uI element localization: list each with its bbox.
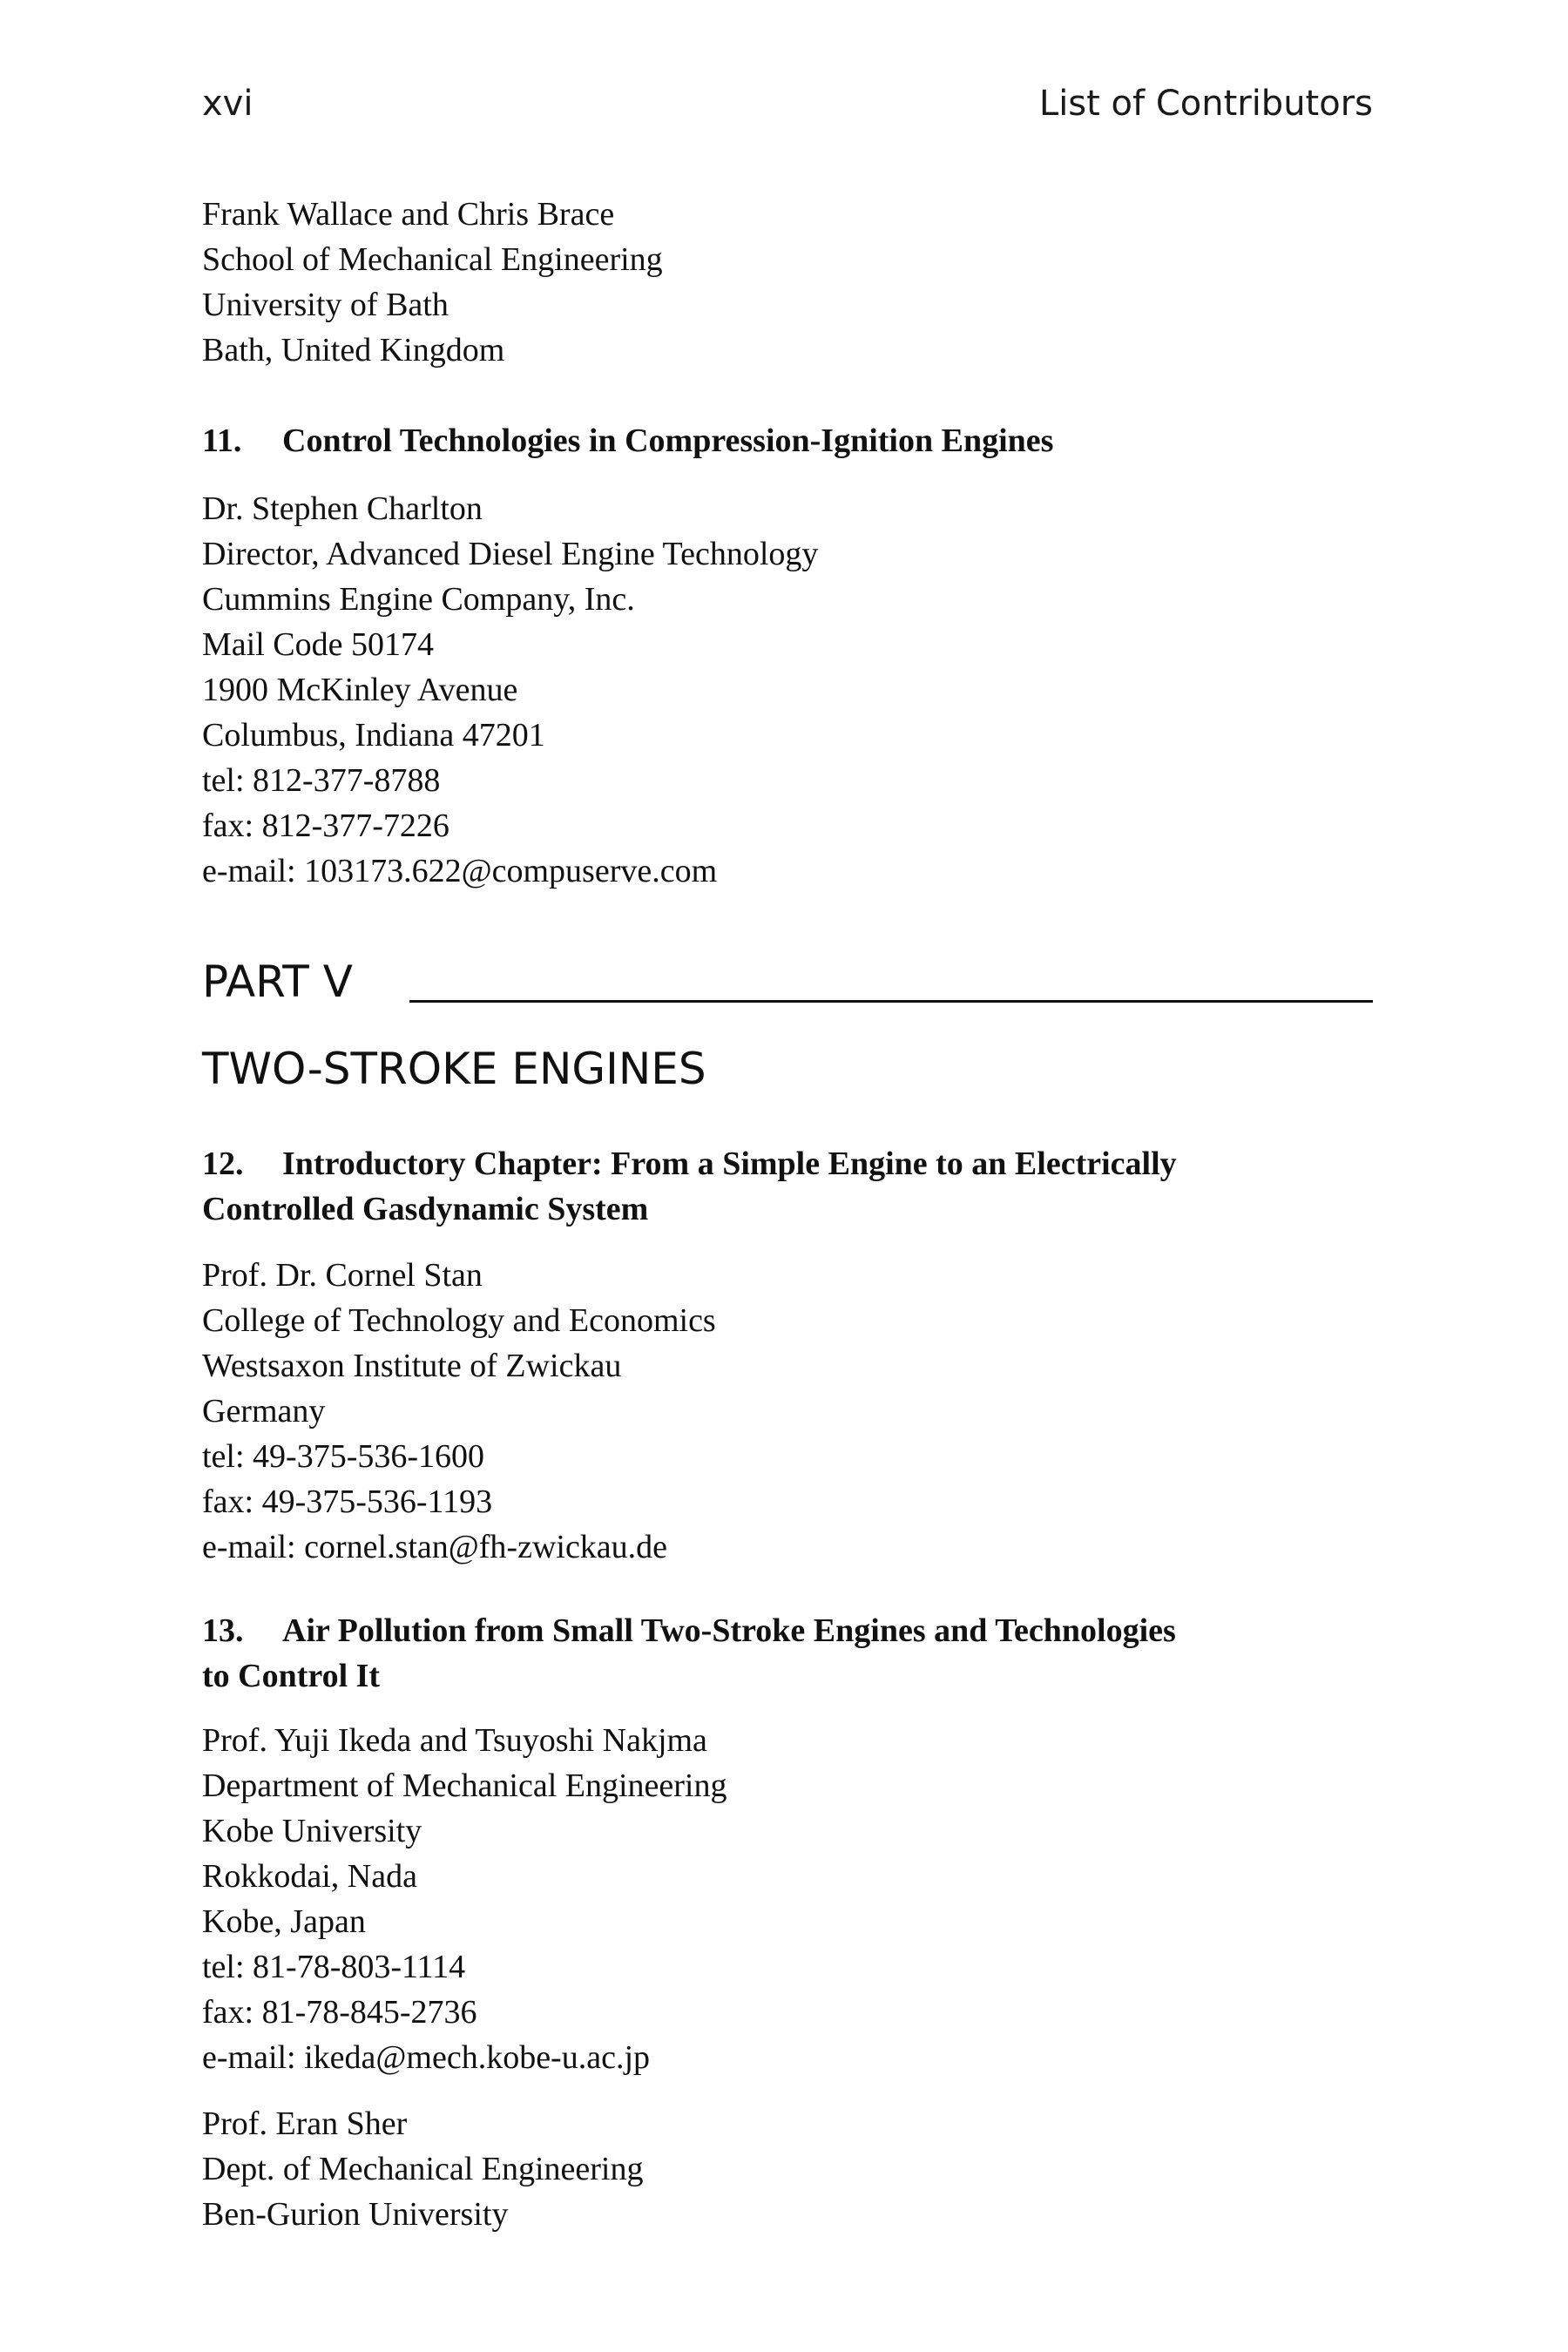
contributor-line: Prof. Eran Sher bbox=[202, 2105, 408, 2142]
contributor-line: fax: 81-78-845-2736 bbox=[202, 1994, 477, 2031]
contributor-line: Kobe, Japan bbox=[202, 1903, 366, 1940]
contributor-block-charlton bbox=[202, 486, 818, 894]
part-label: PART V bbox=[202, 956, 353, 1007]
contributor-line: Prof. Dr. Cornel Stan bbox=[202, 1257, 483, 1294]
contributor-line: tel: 81-78-803-1114 bbox=[202, 1949, 466, 1985]
contributor-line: Rokkodai, Nada bbox=[202, 1858, 417, 1895]
chapter-number: 11. bbox=[202, 422, 242, 459]
contributor-line: e-mail: 103173.622@compuserve.com bbox=[202, 853, 718, 889]
chapter-title: Air Pollution from Small Two-Stroke Engines and Technologies bbox=[282, 1612, 1176, 1649]
contributor-block-stan bbox=[202, 1253, 716, 1570]
contributor-line: Kobe University bbox=[202, 1813, 422, 1849]
contributor-line: Cummins Engine Company, Inc. bbox=[202, 581, 635, 618]
contributor-line: fax: 49-375-536-1193 bbox=[202, 1484, 493, 1520]
contributor-line: University of Bath bbox=[202, 287, 449, 323]
contributor-line: tel: 49-375-536-1600 bbox=[202, 1438, 485, 1475]
chapter-title: Introductory Chapter: From a Simple Engine to an Electrically bbox=[282, 1146, 1177, 1182]
contributor-line: Ben-Gurion University bbox=[202, 2196, 509, 2233]
chapter-title: Control Technologies in Compression-Ignition Engines bbox=[282, 422, 1054, 459]
contributor-line: Bath, United Kingdom bbox=[202, 332, 505, 368]
contributor-line: School of Mechanical Engineering bbox=[202, 241, 663, 278]
contributor-block-ikeda bbox=[202, 1718, 727, 2080]
part-title: TWO-STROKE ENGINES bbox=[202, 1044, 706, 1094]
contributor-line: Dr. Stephen Charlton bbox=[202, 490, 483, 527]
contributor-line: College of Technology and Economics bbox=[202, 1302, 716, 1339]
chapter-13-heading bbox=[202, 1608, 1176, 1699]
contributor-line: fax: 812-377-7226 bbox=[202, 808, 449, 844]
page-number: xvi bbox=[202, 84, 253, 124]
section-title: List of Contributors bbox=[1038, 84, 1373, 124]
contributor-block-wallace-brace bbox=[202, 192, 663, 373]
contributor-line: tel: 812-377-8788 bbox=[202, 762, 441, 799]
contributor-line: Mail Code 50174 bbox=[202, 626, 434, 663]
contributor-line: Prof. Yuji Ikeda and Tsuyoshi Nakjma bbox=[202, 1722, 707, 1759]
chapter-12-heading bbox=[202, 1141, 1177, 1232]
contributor-block-sher bbox=[202, 2101, 643, 2237]
contributor-line: Westsaxon Institute of Zwickau bbox=[202, 1348, 622, 1384]
contributor-line: e-mail: ikeda@mech.kobe-u.ac.jp bbox=[202, 2039, 651, 2076]
contributor-line: Frank Wallace and Chris Brace bbox=[202, 196, 615, 233]
part-rule bbox=[409, 1000, 1373, 1003]
running-head bbox=[202, 84, 1373, 136]
chapter-number: 13. bbox=[202, 1612, 244, 1649]
contributor-line: Dept. of Mechanical Engineering bbox=[202, 2151, 644, 2187]
chapter-title-continued: Controlled Gasdynamic System bbox=[202, 1191, 649, 1227]
chapter-11-heading bbox=[202, 418, 1053, 463]
contributor-line: e-mail: cornel.stan@fh-zwickau.de bbox=[202, 1529, 668, 1565]
contributor-line: Director, Advanced Diesel Engine Technology bbox=[202, 536, 819, 572]
contributor-line: Department of Mechanical Engineering bbox=[202, 1767, 727, 1804]
chapter-title-continued: to Control It bbox=[202, 1658, 381, 1694]
contributor-line: Columbus, Indiana 47201 bbox=[202, 717, 545, 754]
contributor-line: 1900 McKinley Avenue bbox=[202, 672, 518, 708]
contributor-line: Germany bbox=[202, 1393, 326, 1429]
chapter-number: 12. bbox=[202, 1146, 244, 1182]
